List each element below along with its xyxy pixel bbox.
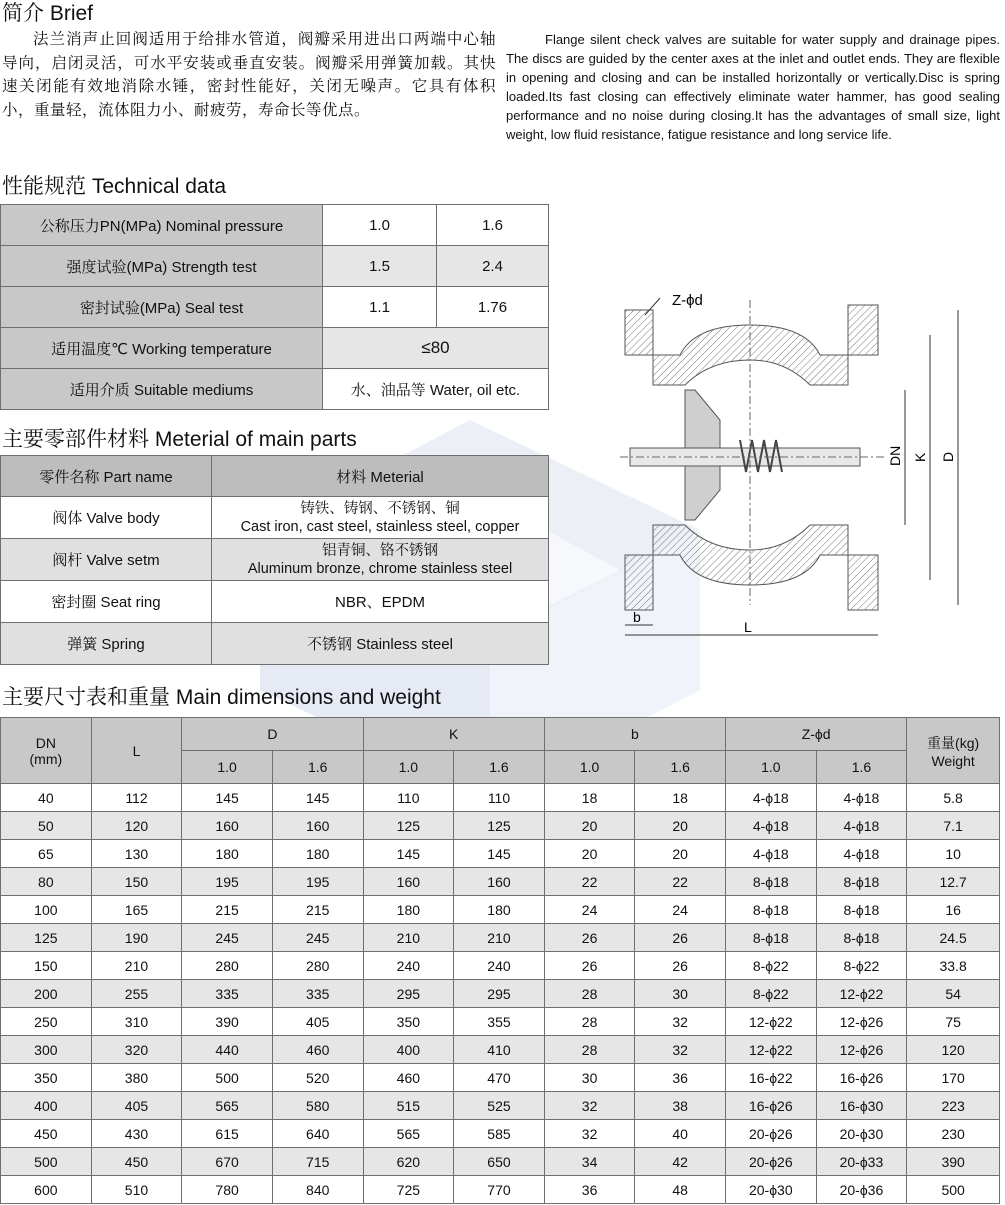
tech-value: 1.0 [323, 205, 437, 246]
col-pn: 1.6 [454, 751, 545, 784]
technical-heading: 性能规范 Technical data [2, 175, 227, 198]
valve-cross-section-drawing [600, 280, 1000, 660]
table-row [1, 205, 549, 246]
table-cell: 20-ϕ30 [725, 1176, 816, 1204]
part-material-cn: 铝青铜、铬不锈钢 [322, 542, 438, 559]
table-cell: 295 [363, 980, 454, 1008]
table-row [1, 1148, 1000, 1176]
table-cell: 400 [363, 1036, 454, 1064]
table-cell: 160 [363, 868, 454, 896]
table-cell: 350 [363, 1008, 454, 1036]
table-cell: 24.5 [907, 924, 1000, 952]
table-cell: 18 [544, 784, 635, 812]
table-cell: 12-ϕ22 [725, 1008, 816, 1036]
tech-value: 1.1 [323, 287, 437, 328]
table-cell: 180 [182, 840, 273, 868]
k-label: K [912, 452, 928, 462]
table-cell: 40 [635, 1120, 726, 1148]
table-cell: 48 [635, 1176, 726, 1204]
table-cell: 40 [1, 784, 92, 812]
table-row [1, 1064, 1000, 1092]
table-row [1, 1036, 1000, 1064]
col-weight-cn: 重量(kg) [927, 734, 980, 751]
table-cell: 180 [272, 840, 363, 868]
table-cell: 110 [454, 784, 545, 812]
table-cell: 16-ϕ22 [725, 1064, 816, 1092]
part-name: 阀体 Valve body [1, 497, 212, 539]
table-cell: 16-ϕ26 [816, 1064, 907, 1092]
table-cell: 22 [544, 868, 635, 896]
part-material-en: Aluminum bronze, chrome stainless steel [247, 560, 513, 577]
col-d: D [182, 718, 363, 751]
table-row [1, 328, 549, 369]
table-cell: 400 [1, 1092, 92, 1120]
table-cell: 54 [907, 980, 1000, 1008]
table-cell: 16 [907, 896, 1000, 924]
table-cell: 8-ϕ22 [725, 952, 816, 980]
tech-value: 1.6 [437, 205, 549, 246]
table-cell: 20-ϕ26 [725, 1120, 816, 1148]
table-cell: 223 [907, 1092, 1000, 1120]
table-cell: 430 [91, 1120, 182, 1148]
table-cell: 165 [91, 896, 182, 924]
col-pn: 1.6 [816, 751, 907, 784]
table-cell: 20-ϕ33 [816, 1148, 907, 1176]
table-cell: 32 [635, 1036, 726, 1064]
dimensions-table [0, 717, 1000, 1204]
table-cell: 33.8 [907, 952, 1000, 980]
parts-col-name: 零件名称 Part name [1, 456, 212, 497]
col-pn: 1.6 [635, 751, 726, 784]
part-material: NBR、EPDM [212, 581, 549, 623]
table-cell: 20-ϕ36 [816, 1176, 907, 1204]
table-cell: 525 [454, 1092, 545, 1120]
table-cell: 180 [454, 896, 545, 924]
table-cell: 75 [907, 1008, 1000, 1036]
table-cell: 145 [182, 784, 273, 812]
table-cell: 620 [363, 1148, 454, 1176]
col-b: b [544, 718, 725, 751]
table-cell: 670 [182, 1148, 273, 1176]
table-cell: 350 [1, 1064, 92, 1092]
table-cell: 145 [454, 840, 545, 868]
z-phi-d-label: Z-ϕd [672, 292, 703, 309]
table-cell: 245 [272, 924, 363, 952]
table-cell: 12-ϕ22 [816, 980, 907, 1008]
col-pn: 1.0 [725, 751, 816, 784]
table-cell: 5.8 [907, 784, 1000, 812]
table-cell: 615 [182, 1120, 273, 1148]
table-cell: 10 [907, 840, 1000, 868]
table-cell: 112 [91, 784, 182, 812]
table-cell: 190 [91, 924, 182, 952]
table-cell: 26 [635, 952, 726, 980]
table-cell: 335 [272, 980, 363, 1008]
table-cell: 150 [1, 952, 92, 980]
table-cell: 26 [544, 952, 635, 980]
table-cell: 450 [1, 1120, 92, 1148]
table-cell: 8-ϕ18 [725, 868, 816, 896]
table-cell: 215 [272, 896, 363, 924]
table-row [1, 840, 1000, 868]
table-cell: 210 [363, 924, 454, 952]
table-cell: 110 [363, 784, 454, 812]
col-pn: 1.0 [363, 751, 454, 784]
table-cell: 145 [363, 840, 454, 868]
table-cell: 8-ϕ18 [725, 924, 816, 952]
tech-label: 适用介质 Suitable mediums [1, 369, 323, 410]
table-row [1, 980, 1000, 1008]
table-cell: 565 [182, 1092, 273, 1120]
table-cell: 250 [1, 1008, 92, 1036]
table-cell: 600 [1, 1176, 92, 1204]
tech-label: 公称压力PN(MPa) Nominal pressure [1, 205, 323, 246]
table-cell: 120 [907, 1036, 1000, 1064]
table-cell: 390 [182, 1008, 273, 1036]
table-cell: 300 [1, 1036, 92, 1064]
table-cell: 4-ϕ18 [816, 812, 907, 840]
table-cell: 640 [272, 1120, 363, 1148]
table-row [1, 287, 549, 328]
parts-heading: 主要零部件材料 Meterial of main parts [2, 428, 357, 451]
table-cell: 20 [635, 840, 726, 868]
d-label: D [940, 451, 956, 462]
table-cell: 4-ϕ18 [725, 784, 816, 812]
table-cell: 125 [1, 924, 92, 952]
table-cell: 38 [635, 1092, 726, 1120]
table-row [1, 1092, 1000, 1120]
table-row [1, 952, 1000, 980]
table-cell: 8-ϕ18 [816, 896, 907, 924]
table-cell: 12-ϕ26 [816, 1036, 907, 1064]
col-z: Z-ϕd [725, 718, 906, 751]
table-cell: 20-ϕ30 [816, 1120, 907, 1148]
table-cell: 120 [91, 812, 182, 840]
table-cell: 8-ϕ18 [816, 924, 907, 952]
dims-heading: 主要尺寸表和重量 Main dimensions and weight [2, 686, 441, 709]
table-cell: 34 [544, 1148, 635, 1176]
part-material-en: Cast iron, cast steel, stainless steel, copper [240, 518, 520, 535]
tech-label: 适用温度℃ Working temperature [1, 328, 323, 369]
table-cell: 180 [363, 896, 454, 924]
table-cell: 28 [544, 1008, 635, 1036]
table-cell: 16-ϕ30 [816, 1092, 907, 1120]
table-cell: 160 [272, 812, 363, 840]
part-material [212, 497, 549, 539]
col-dn [1, 718, 92, 784]
col-weight [907, 718, 1000, 784]
table-cell: 195 [272, 868, 363, 896]
table-cell: 24 [635, 896, 726, 924]
l-label: L [744, 619, 752, 635]
table-cell: 16-ϕ26 [725, 1092, 816, 1120]
table-cell: 100 [1, 896, 92, 924]
table-cell: 580 [272, 1092, 363, 1120]
table-cell: 240 [454, 952, 545, 980]
table-cell: 24 [544, 896, 635, 924]
table-cell: 840 [272, 1176, 363, 1204]
table-cell: 150 [91, 868, 182, 896]
table-cell: 195 [182, 868, 273, 896]
table-cell: 8-ϕ22 [816, 952, 907, 980]
table-cell: 255 [91, 980, 182, 1008]
table-cell: 65 [1, 840, 92, 868]
col-k: K [363, 718, 544, 751]
table-cell: 500 [907, 1176, 1000, 1204]
table-cell: 500 [1, 1148, 92, 1176]
table-cell: 405 [91, 1092, 182, 1120]
table-cell: 26 [544, 924, 635, 952]
table-cell: 30 [544, 1064, 635, 1092]
table-cell: 460 [363, 1064, 454, 1092]
table-cell: 80 [1, 868, 92, 896]
table-row [1, 369, 549, 410]
table-cell: 4-ϕ18 [725, 812, 816, 840]
table-cell: 280 [272, 952, 363, 980]
table-cell: 36 [544, 1176, 635, 1204]
col-dn-label: DN [35, 734, 56, 751]
tech-value: 1.76 [437, 287, 549, 328]
table-cell: 460 [272, 1036, 363, 1064]
table-cell: 12.7 [907, 868, 1000, 896]
col-dn-unit: (mm) [29, 750, 63, 767]
table-cell: 30 [635, 980, 726, 1008]
brief-english-text: Flange silent check valves are suitable for water supply and drainage pipes. The discs are guided by the center axes at the inlet and outlet ends. They are flexible in opening and closing and can be installed horizontally or vertically.Disc is spring loaded.Its fast closing can effectively eliminate water hammer, has good sealing performance and no noise during closing.It has the advantages of small size, light weight, low fluid resistance, fatigue resistance and long service life. [506, 32, 1000, 142]
tech-label: 密封试验(MPa) Seal test [1, 287, 323, 328]
table-cell: 450 [91, 1148, 182, 1176]
table-cell: 380 [91, 1064, 182, 1092]
table-cell: 160 [182, 812, 273, 840]
table-cell: 390 [907, 1148, 1000, 1176]
table-cell: 310 [91, 1008, 182, 1036]
table-cell: 650 [454, 1148, 545, 1176]
table-cell: 780 [182, 1176, 273, 1204]
table-cell: 36 [635, 1064, 726, 1092]
table-cell: 125 [363, 812, 454, 840]
dimensions-body [1, 784, 1000, 1204]
tech-value: ≤80 [323, 328, 549, 369]
table-cell: 4-ϕ18 [816, 784, 907, 812]
table-cell: 245 [182, 924, 273, 952]
table-row [1, 246, 549, 287]
table-cell: 240 [363, 952, 454, 980]
tech-value: 水、油品等 Water, oil etc. [323, 369, 549, 410]
table-cell: 230 [907, 1120, 1000, 1148]
table-row [1, 1176, 1000, 1204]
table-row [1, 924, 1000, 952]
table-cell: 12-ϕ26 [816, 1008, 907, 1036]
table-cell: 725 [363, 1176, 454, 1204]
b-label: b [633, 609, 641, 625]
col-pn: 1.0 [544, 751, 635, 784]
table-cell: 770 [454, 1176, 545, 1204]
table-row [1, 1008, 1000, 1036]
table-row [1, 784, 1000, 812]
table-cell: 4-ϕ18 [725, 840, 816, 868]
table-cell: 42 [635, 1148, 726, 1176]
table-cell: 320 [91, 1036, 182, 1064]
technical-table [0, 204, 549, 410]
table-cell: 510 [91, 1176, 182, 1204]
table-cell: 8-ϕ18 [725, 896, 816, 924]
table-cell: 22 [635, 868, 726, 896]
part-material: 不锈钢 Stainless steel [212, 623, 549, 665]
table-cell: 405 [272, 1008, 363, 1036]
table-cell: 470 [454, 1064, 545, 1092]
part-material [212, 539, 549, 581]
table-cell: 515 [363, 1092, 454, 1120]
brief-heading: 简介 Brief [2, 2, 94, 25]
table-cell: 280 [182, 952, 273, 980]
table-cell: 215 [182, 896, 273, 924]
table-cell: 210 [454, 924, 545, 952]
table-row [1, 539, 549, 581]
tech-value: 1.5 [323, 246, 437, 287]
brief-chinese-text: 法兰消声止回阀适用于给排水管道，阀瓣采用进出口两端中心轴导向，启闭灵活，可水平安装或垂直安装。阀瓣采用弹簧加载。其快速关闭能有效地消除水锤，密封性能好，关闭无噪声。它具有体积小，重量轻，流体阻力小、耐疲劳，寿命长等优点。 [2, 30, 496, 119]
table-row [1, 581, 549, 623]
table-cell: 28 [544, 980, 635, 1008]
table-row [1, 812, 1000, 840]
table-cell: 12-ϕ22 [725, 1036, 816, 1064]
table-cell: 335 [182, 980, 273, 1008]
table-cell: 520 [272, 1064, 363, 1092]
table-cell: 125 [454, 812, 545, 840]
table-cell: 32 [635, 1008, 726, 1036]
table-cell: 32 [544, 1092, 635, 1120]
table-cell: 440 [182, 1036, 273, 1064]
part-name: 阀杆 Valve setm [1, 539, 212, 581]
table-cell: 200 [1, 980, 92, 1008]
table-cell: 355 [454, 1008, 545, 1036]
table-cell: 295 [454, 980, 545, 1008]
table-cell: 585 [454, 1120, 545, 1148]
col-pn: 1.0 [182, 751, 273, 784]
table-cell: 500 [182, 1064, 273, 1092]
table-cell: 26 [635, 924, 726, 952]
table-cell: 170 [907, 1064, 1000, 1092]
col-pn: 1.6 [272, 751, 363, 784]
table-cell: 8-ϕ22 [725, 980, 816, 1008]
table-row [1, 497, 549, 539]
dn-label: DN [887, 445, 903, 466]
table-cell: 410 [454, 1036, 545, 1064]
table-cell: 145 [272, 784, 363, 812]
table-row [1, 868, 1000, 896]
table-cell: 20-ϕ26 [725, 1148, 816, 1176]
table-row [1, 896, 1000, 924]
parts-table [0, 455, 549, 665]
table-header-row [1, 456, 549, 497]
table-cell: 7.1 [907, 812, 1000, 840]
table-cell: 715 [272, 1148, 363, 1176]
table-cell: 20 [544, 840, 635, 868]
col-weight-en: Weight [931, 752, 975, 769]
table-cell: 160 [454, 868, 545, 896]
table-cell: 32 [544, 1120, 635, 1148]
table-cell: 28 [544, 1036, 635, 1064]
table-cell: 50 [1, 812, 92, 840]
table-row [1, 1120, 1000, 1148]
table-cell: 565 [363, 1120, 454, 1148]
table-header-row [1, 718, 1000, 751]
table-cell: 20 [635, 812, 726, 840]
part-name: 弹簧 Spring [1, 623, 212, 665]
table-cell: 130 [91, 840, 182, 868]
tech-value: 2.4 [437, 246, 549, 287]
tech-label: 强度试验(MPa) Strength test [1, 246, 323, 287]
parts-col-material: 材料 Meterial [212, 456, 549, 497]
table-cell: 20 [544, 812, 635, 840]
table-cell: 4-ϕ18 [816, 840, 907, 868]
col-l: L [91, 718, 182, 784]
table-row [1, 623, 549, 665]
part-material-cn: 铸铁、铸钢、不锈钢、铜 [300, 500, 460, 517]
table-cell: 18 [635, 784, 726, 812]
part-name: 密封圈 Seat ring [1, 581, 212, 623]
table-cell: 210 [91, 952, 182, 980]
table-cell: 8-ϕ18 [816, 868, 907, 896]
